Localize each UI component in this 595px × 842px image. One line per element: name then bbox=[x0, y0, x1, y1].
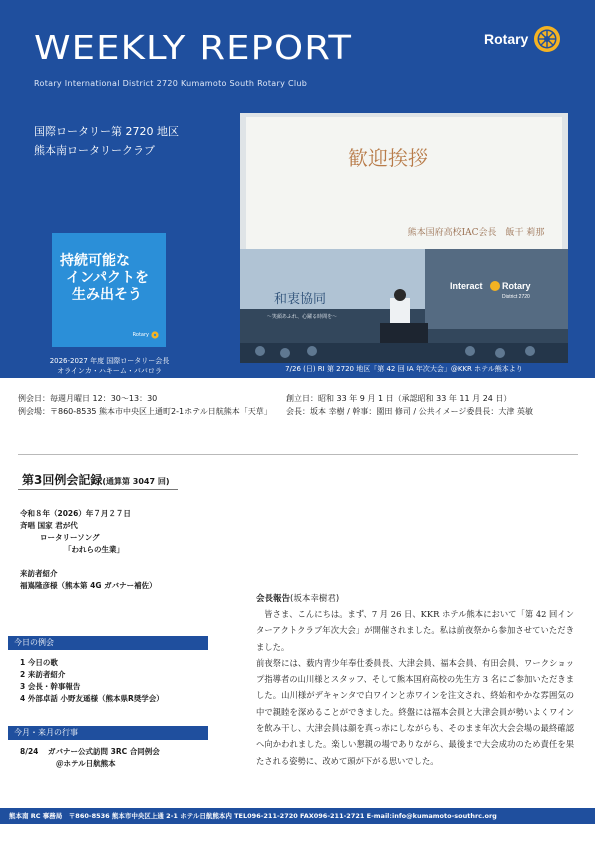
report-heading bbox=[256, 592, 339, 604]
ri-president bbox=[22, 356, 197, 376]
today-header: 今日の例会 bbox=[8, 636, 208, 650]
photo-caption: 7/26 (日) RI 第 2720 地区「第 42 回 IA 年次大会」@KKR ホテル熊本より bbox=[285, 365, 523, 373]
record-title-sub: (通算第 3047 回) bbox=[102, 477, 170, 486]
ri-theme-line: インパクトを bbox=[66, 270, 150, 286]
page-title: WEEKLY REPORT bbox=[34, 28, 353, 67]
header-band bbox=[0, 0, 595, 378]
list-item: 1 今日の歌 bbox=[20, 658, 58, 667]
info-row bbox=[18, 392, 578, 405]
title-rule bbox=[18, 489, 178, 490]
theme-rotary-logo bbox=[133, 331, 159, 339]
event-photo bbox=[240, 113, 568, 363]
district-name: 国際ロータリー第 2720 地区 bbox=[34, 125, 179, 138]
president-title: 2026-2027 年度 国際ロータリー会長 bbox=[49, 357, 170, 365]
footer-contact: 熊本南 RC 事務局 〒860-8536 熊本市中央区上通 2-1 ホテル日航熊本内 TEL096-211-2720 FAX096-211-2721 E-mail:info@kumamoto-southrc.org bbox=[0, 808, 595, 824]
photo-banner-text: 歓迎挨拶 bbox=[348, 146, 428, 170]
song-rotary: ロータリーソング bbox=[40, 533, 100, 542]
report-body bbox=[256, 606, 574, 769]
divider bbox=[18, 454, 578, 455]
list-item: 3 会長・幹事報告 bbox=[20, 682, 81, 691]
events-header: 今月・来月の行事 bbox=[8, 726, 208, 740]
today-list bbox=[20, 657, 210, 705]
meeting-date: 令和８年（2026）年７月２７日 bbox=[20, 509, 131, 518]
record-details bbox=[20, 508, 210, 592]
event-item bbox=[20, 746, 210, 758]
ri-theme-line: 生み出そう bbox=[72, 287, 142, 303]
rotary-logo-word: Rotary bbox=[484, 31, 529, 47]
photo-district-text: District 2720 bbox=[502, 294, 530, 300]
club-name: 熊本南ロータリークラブ bbox=[34, 144, 155, 157]
record-title bbox=[22, 471, 170, 488]
song-anthem: 斉唱 国家 君が代 bbox=[20, 521, 78, 530]
photo-rotary-text: Rotary bbox=[502, 281, 531, 291]
photo-speaker-text: 熊本国府高校IAC会長 飯干 莉那 bbox=[407, 228, 545, 238]
founded-date: 創立日：昭和 33 年 9 月 1 日（承認昭和 33 年 11 月 24 日） bbox=[286, 394, 512, 403]
report-heading-label: 会長報告 bbox=[256, 594, 291, 604]
report-paragraph: 皆さま、こんにちは。まず、7 月 26 日、KKR ホテル熊本において「第 42 回インターアクトクラブ年次大会」が開催されました。私は前夜祭から参加させていただきました。 bbox=[256, 609, 574, 652]
record-title-main: 第3回例会記録 bbox=[22, 473, 103, 487]
photo-slogan-text: 和衷協同 bbox=[273, 292, 327, 307]
photo-interact-text: Interact bbox=[450, 281, 483, 291]
info-row bbox=[18, 405, 578, 418]
page-subtitle: Rotary International District 2720 Kumamoto South Rotary Club bbox=[34, 79, 308, 88]
meeting-venue: 例会場：〒860-8535 熊本市中央区上通町2-1ホテル日航熊本「天草」 bbox=[18, 407, 272, 416]
event-photo-illustration bbox=[240, 113, 568, 363]
visitor-label: 来訪者紹介 bbox=[20, 569, 58, 578]
rotary-wheel-icon bbox=[532, 24, 562, 54]
ri-theme-line: 持続可能な bbox=[60, 253, 130, 269]
report-paragraph: 前夜祭には、薮内青少年奉仕委員長、大津会員、福本会員、有田会員、ワークショップ指導者の山川様とスタッフ、そして熊本国府高校の先生方 3 名にご参加いただきました。山川様がデキャンタで白ワインと赤ワインを注文され、終始和やかな雰囲気の中で親睦を深めることができました。終盤には福本会員と大津会員が勢いよくワインを飲み干し、大津会員は顔を真っ赤にしながらも、そのまま年次大会会場の最終確認へ向かわれました。楽しい懇親の場でありながら、最後まで大会成功のため責任を果たされる姿勢に、改めて頭が下がる思いでした。 bbox=[256, 657, 574, 766]
rotary-logo bbox=[484, 24, 562, 54]
event-title: ガバナー公式訪問 3RC 合同例会 bbox=[48, 747, 160, 756]
club-officers: 会長：坂本 幸樹 / 幹事：園田 修司 / 公共イメージ委員長：大津 英敏 bbox=[286, 407, 533, 416]
events-list bbox=[20, 746, 210, 770]
theme-rotary-word: Rotary bbox=[132, 332, 149, 338]
list-item: 2 来訪者紹介 bbox=[20, 670, 66, 679]
list-item: 4 外部卓話 小野友遥様（熊本県R奨学会） bbox=[20, 694, 164, 703]
event-venue: ＠ホテル日航熊本 bbox=[56, 759, 116, 768]
ri-theme-text bbox=[60, 253, 149, 304]
meeting-day: 例会日：毎週月曜日 12：30～13：30 bbox=[18, 394, 158, 403]
photo-slogan-sub: ～笑顔あふれ、心躍る時間を～ bbox=[266, 314, 338, 320]
rotary-wheel-icon bbox=[151, 331, 159, 339]
club-info bbox=[18, 392, 578, 418]
song-title: 「われらの生業」 bbox=[64, 545, 124, 554]
event-date: 8/24 bbox=[20, 747, 39, 756]
spacer bbox=[20, 556, 210, 568]
club-names bbox=[34, 122, 179, 160]
ri-theme-logo bbox=[52, 233, 166, 347]
report-reporter: (坂本幸樹君) bbox=[290, 594, 340, 604]
visitor-name: 福嶌隆彦様（熊本第 4G ガバナー補佐） bbox=[20, 581, 157, 590]
president-name: オラインカ・ハキーム・ババロラ bbox=[57, 367, 162, 375]
